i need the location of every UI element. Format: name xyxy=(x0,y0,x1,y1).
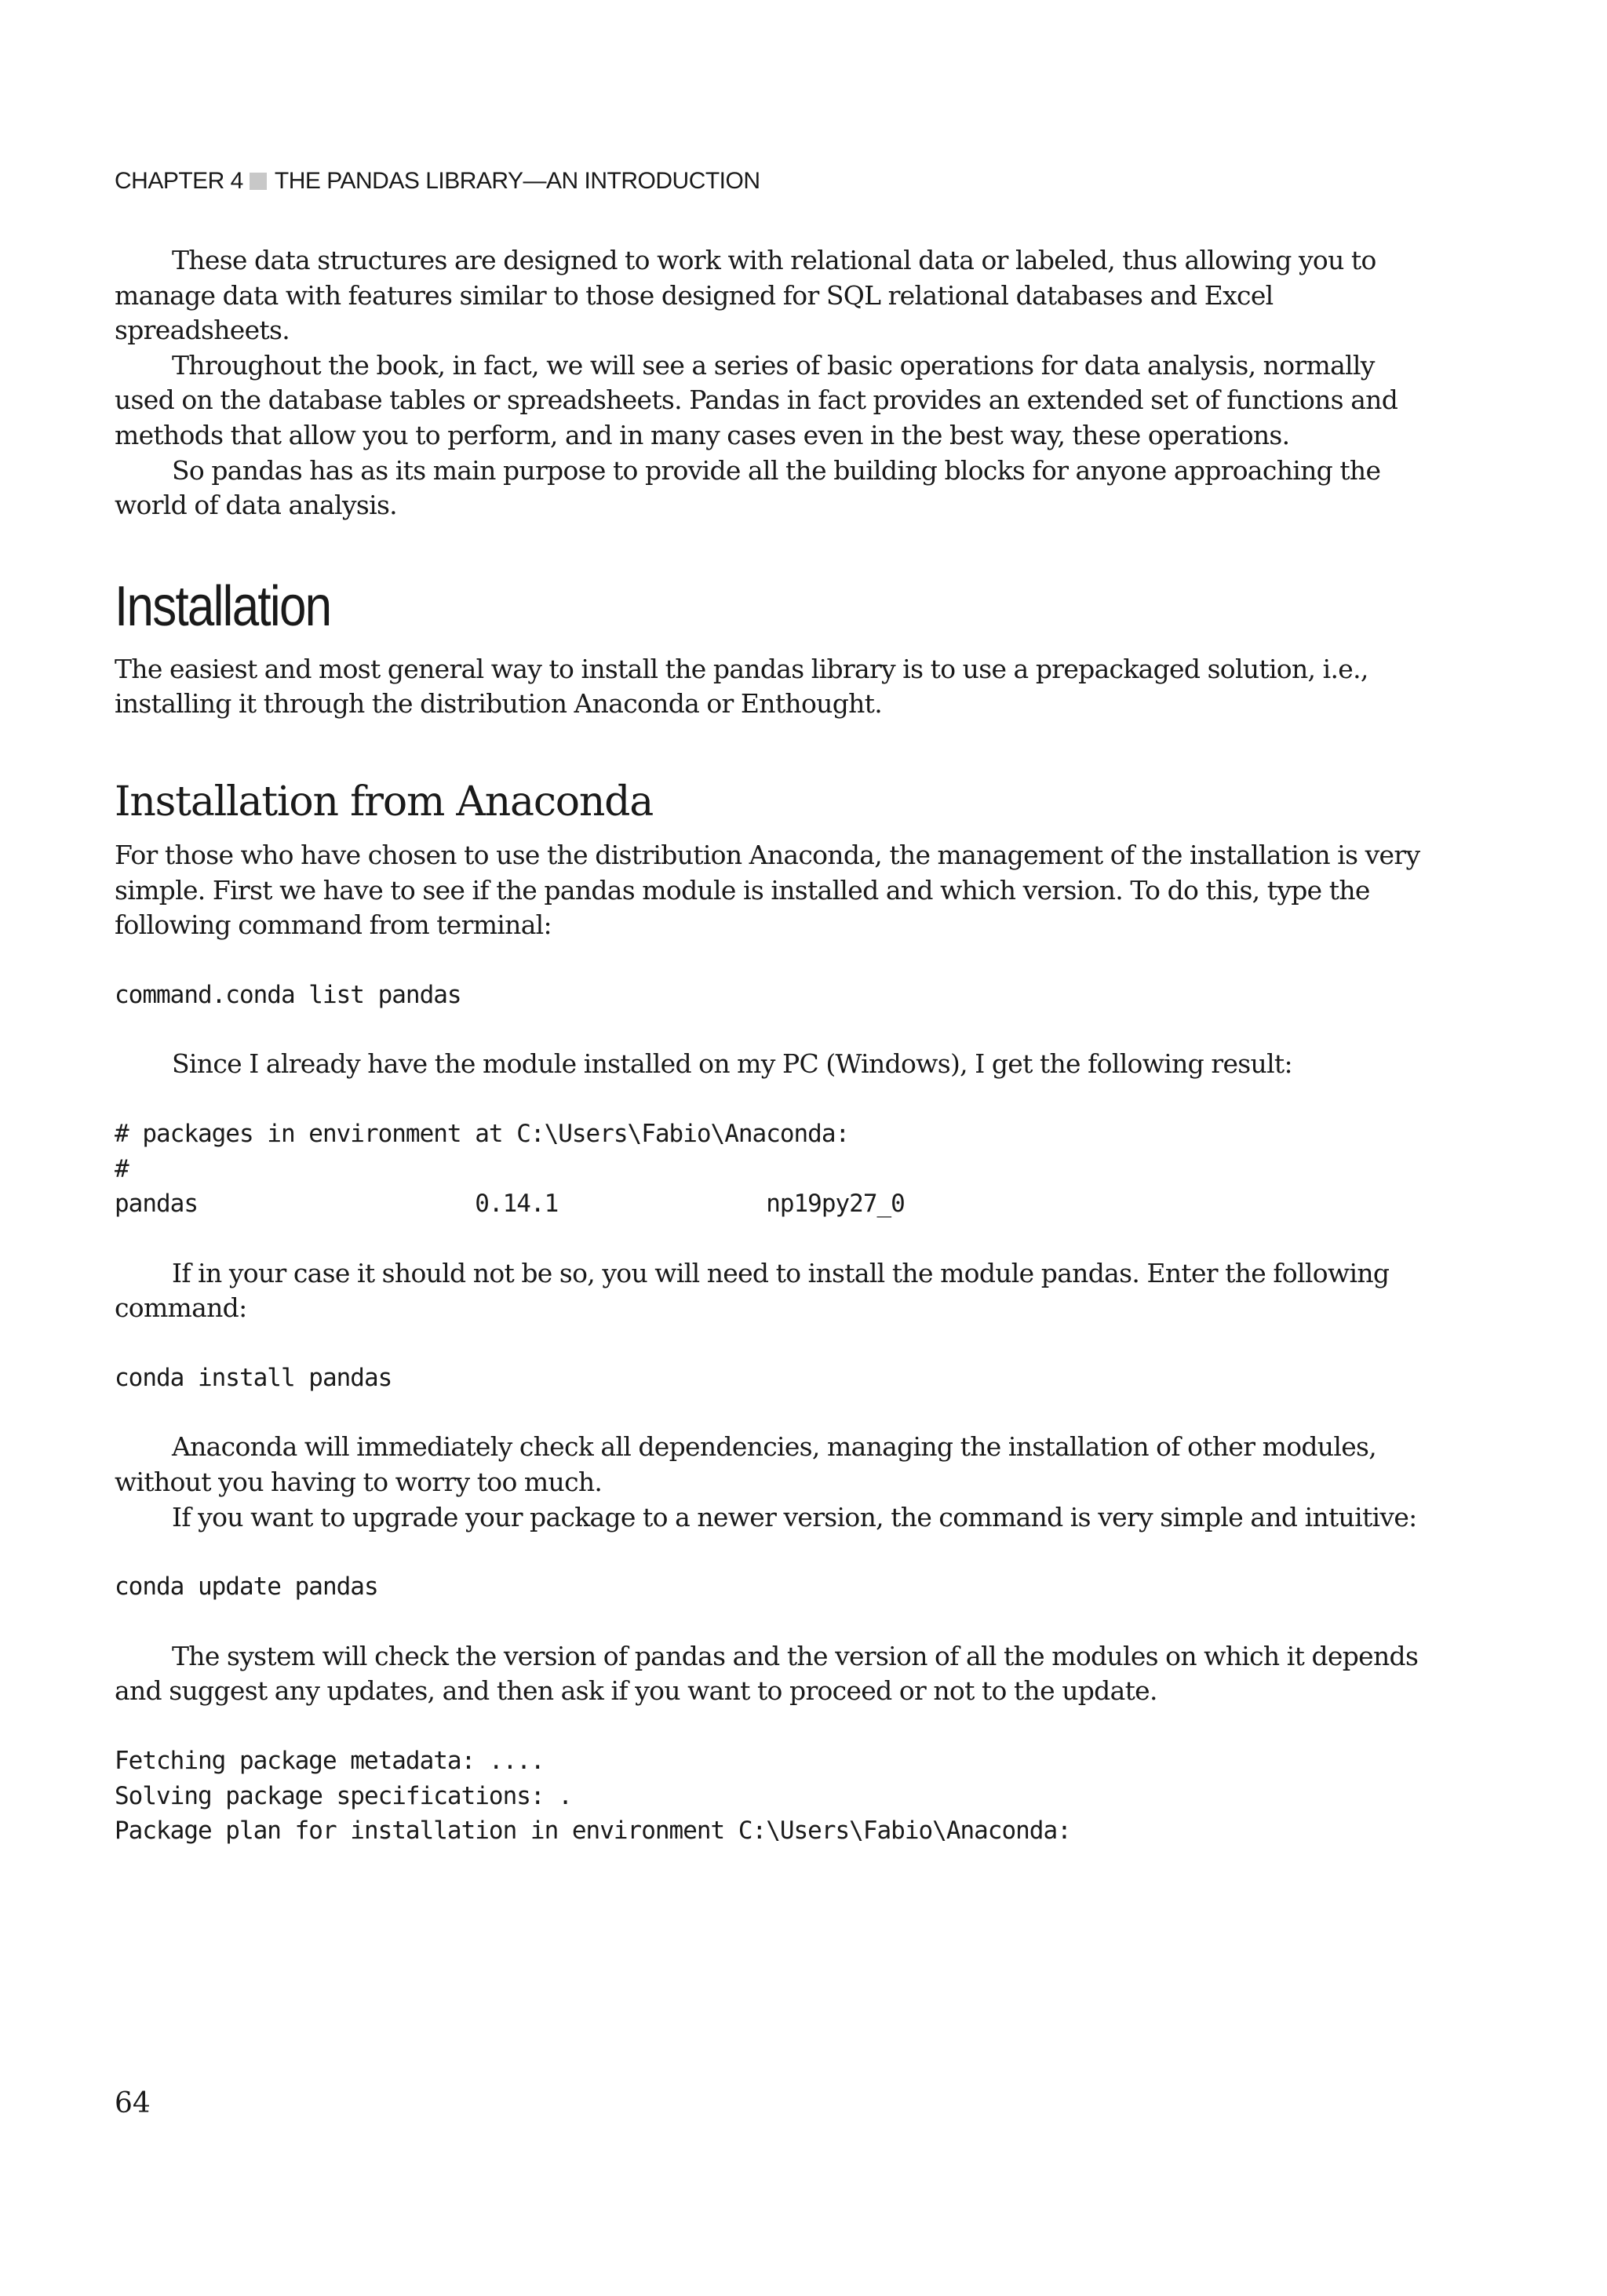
code-fetching-output: Fetching package metadata: .... Solving package specifications: . Package plan for installation in environment C:\Users\Fabio\Anaconda: xyxy=(115,1747,1071,1846)
intro-section xyxy=(115,243,1433,523)
installation-heading: Installation xyxy=(115,574,331,638)
intro-paragraph-3: So pandas has as its main purpose to provide all the building blocks for anyone approaching the world of data analysis. xyxy=(115,454,1381,521)
anaconda-paragraph-4: Anaconda will immediately check all dependencies, managing the installation of other modules, without you having to worry too much. xyxy=(115,1431,1377,1498)
anaconda-paragraph-2: Since I already have the module installed on my PC (Windows), I get the following result: xyxy=(172,1048,1292,1080)
intro-paragraph-2: Throughout the book, in fact, we will see a series of basic operations for data analysis, normally used on the database tables or spreadsheets. Pandas in fact provides an extended set of functions and methods that allow you to perform, and in many cases even in the best way, these operations. xyxy=(115,349,1398,450)
anaconda-paragraph-3: If in your case it should not be so, you will need to install the module pandas. Enter the following command: xyxy=(115,1257,1390,1324)
code-install-pandas: conda install pandas xyxy=(115,1363,392,1392)
book-page xyxy=(115,0,1433,2296)
code-list-pandas: command.conda list pandas xyxy=(115,980,461,1009)
anaconda-paragraph-5: If you want to upgrade your package to a newer version, the command is very simple and intuitive: xyxy=(172,1501,1417,1532)
installation-paragraph: The easiest and most general way to install the pandas library is to use a prepackaged solution, i.e., installing it through the distribution Anaconda or Enthought. xyxy=(115,653,1368,720)
page-number: 64 xyxy=(115,2087,151,2119)
page-body xyxy=(115,243,1433,1883)
anaconda-heading: Installation from Anaconda xyxy=(115,778,654,825)
header-separator-square-icon xyxy=(250,173,267,190)
code-update-pandas: conda update pandas xyxy=(115,1573,378,1602)
code-packages-result: # packages in environment at C:\Users\Fabio\Anaconda: # pandas 0.14.1 np19py27_0 xyxy=(115,1119,905,1219)
chapter-label: CHAPTER 4 xyxy=(115,168,243,194)
anaconda-paragraph-1: For those who have chosen to use the distribution Anaconda, the management of the installation is very simple. First we have to see if the pandas module is installed and which version. To do this, type the following command from terminal: xyxy=(115,839,1420,941)
chapter-title: THE PANDAS LIBRARY—AN INTRODUCTION xyxy=(274,168,760,194)
running-header xyxy=(115,168,760,195)
anaconda-paragraph-6: The system will check the version of pandas and the version of all the modules on which it depends and suggest any updates, and then ask if you want to proceed or not to the update. xyxy=(115,1640,1419,1707)
intro-paragraph-1: These data structures are designed to work with relational data or labeled, thus allowing you to manage data with features similar to those designed for SQL relational databases and Excel spreadsheets. xyxy=(115,245,1376,346)
